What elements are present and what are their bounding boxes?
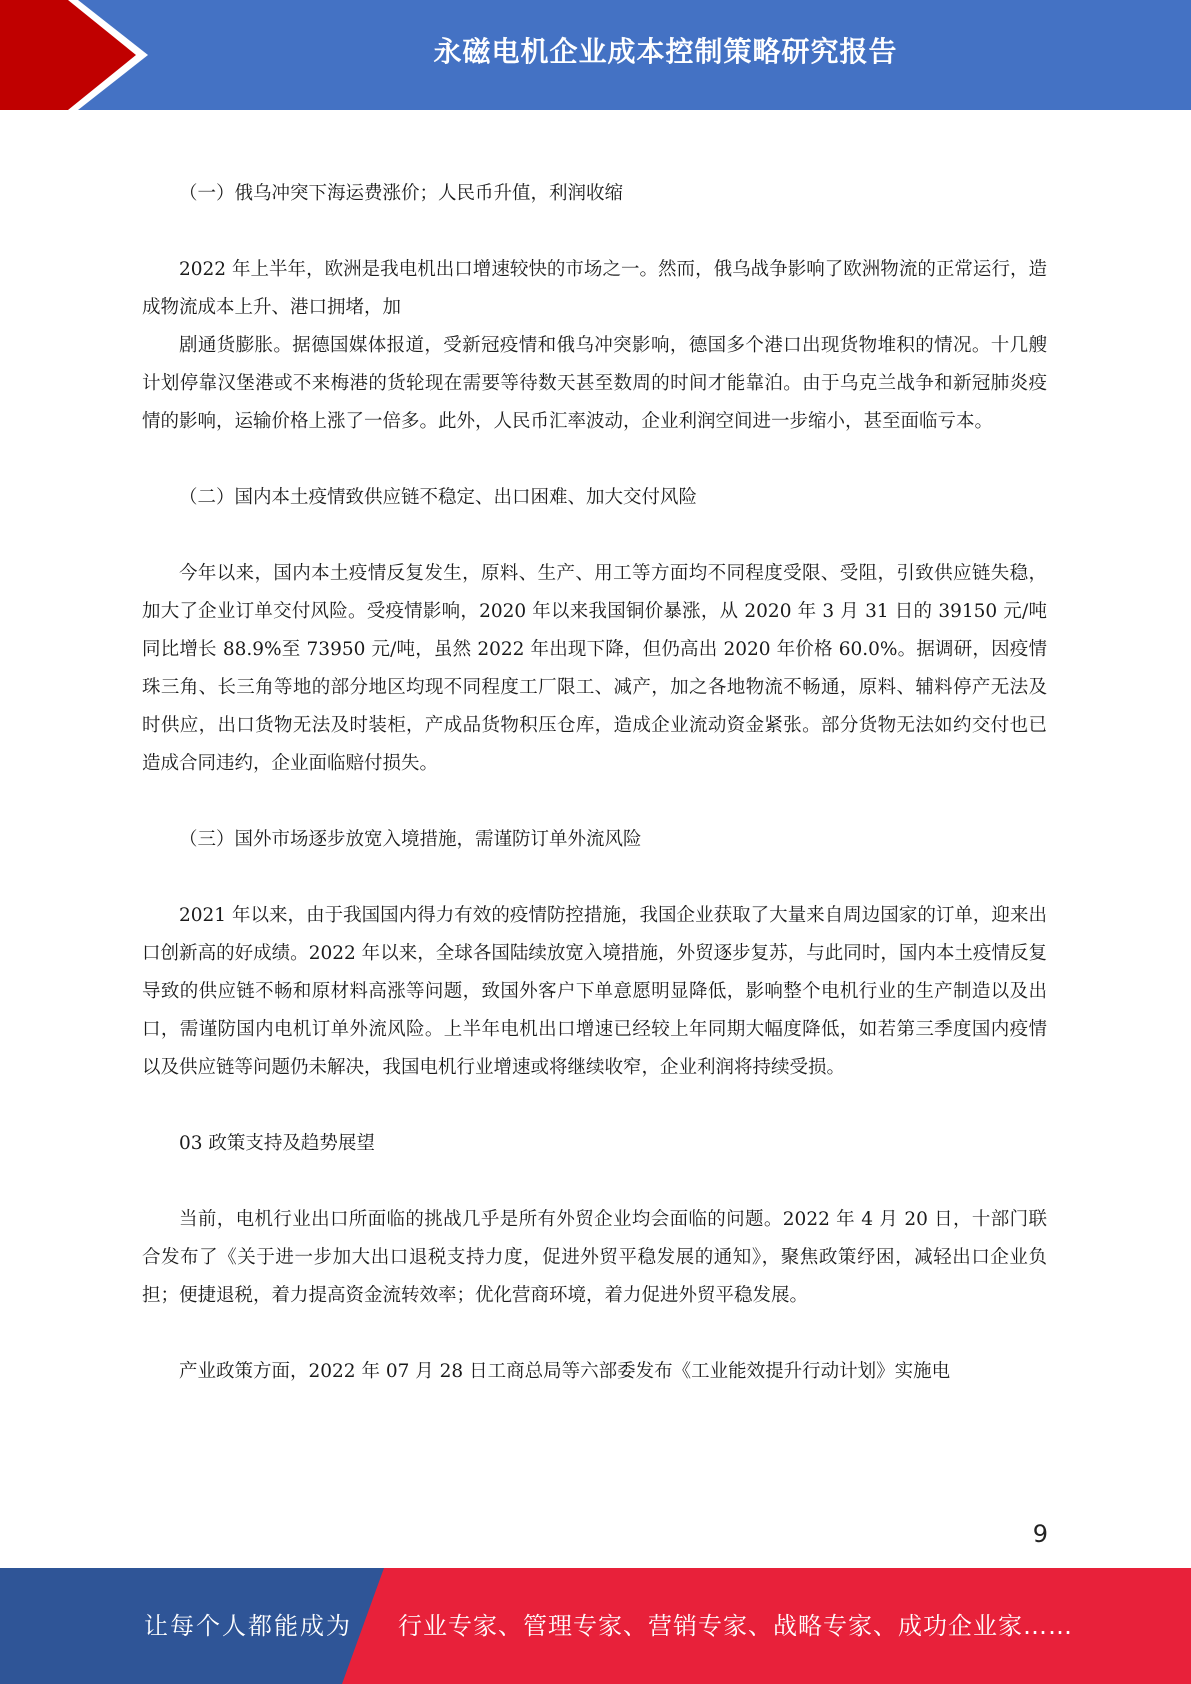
paragraph: 产业政策方面，2022 年 07 月 28 日工商总局等六部委发布《工业能效提升行动计划》实施电 <box>179 1361 951 1382</box>
page-number: 9 <box>1032 1520 1048 1548</box>
footer-band <box>0 1568 1191 1684</box>
paragraph: 剧通货膨胀。据德国媒体报道，受新冠疫情和俄乌冲突影响，德国多个港口出现货物堆积的情况。十几艘计划停靠汉堡港或不来梅港的货轮现在需要等待数天甚至数周的时间才能靠泊。由于乌克兰战争和新冠肺炎疫情的影响，运输价格上涨了一倍多。此外，人民币汇率波动，企业利润空间进一步缩小，甚至面临亏本。 <box>142 335 1047 432</box>
footer-slogan-right: 行业专家、管理专家、营销专家、战略专家、成功企业家…… <box>398 1612 1073 1640</box>
header-band <box>0 0 1191 110</box>
document-title: 永磁电机企业成本控制策略研究报告 <box>433 35 898 68</box>
header-arrow-icon <box>0 0 160 110</box>
footer-slogan-left: 让每个人都能成为 <box>144 1612 352 1640</box>
paragraph: 当前，电机行业出口所面临的挑战几乎是所有外贸企业均会面临的问题。2022 年 4 月 20 日，十部门联合发布了《关于进一步加大出口退税支持力度，促进外贸平稳发展的通知》，聚焦政策纾困，减轻出口企业负担；便捷退税，着力提高资金流转效率；优化营商环境，着力促进外贸平稳发展。 <box>142 1209 1047 1306</box>
paragraph: 2021 年以来，由于我国国内得力有效的疫情防控措施，我国企业获取了大量来自周边国家的订单，迎来出口创新高的好成绩。2022 年以来，全球各国陆续放宽入境措施，外贸逐步复苏，与此同时，国内本土疫情反复导致的供应链不畅和原材料高涨等问题，致国外客户下单意愿明显降低，影响整个电机行业的生产制造以及出口，需谨防国内电机订单外流风险。上半年电机出口增速已经较上年同期大幅度降低，如若第三季度国内疫情以及供应链等问题仍未解决，我国电机行业增速或将继续收窄，企业利润将持续受损。 <box>142 905 1047 1078</box>
section-heading: （一）俄乌冲突下海运费涨价；人民币升值，利润收缩 <box>179 183 624 204</box>
document-body <box>142 175 1047 1391</box>
paragraph: 今年以来，国内本土疫情反复发生，原料、生产、用工等方面均不同程度受限、受阻，引致供应链失稳，加大了企业订单交付风险。受疫情影响，2020 年以来我国铜价暴涨，从 2020 年 3 月 31 日的 39150 元/吨同比增长 88.9%至 73950 元/吨，虽然 2022 年出现下降，但仍高出 2020 年价格 60.0%。据调研，因疫情珠三角、长三角等地的部分地区均现不同程度工厂限工、减产，加之各地物流不畅通，原料、辅料停产无法及时供应，出口货物无法及时装柜，产成品货物积压仓库，造成企业流动资金紧张。部分货物无法如约交付也已造成合同违约，企业面临赔付损失。 <box>142 563 1047 774</box>
paragraph: 2022 年上半年，欧洲是我电机出口增速较快的市场之一。然而，俄乌战争影响了欧洲物流的正常运行，造成物流成本上升、港口拥堵，加 <box>142 259 1047 318</box>
section-heading: （三）国外市场逐步放宽入境措施，需谨防订单外流风险 <box>179 829 642 850</box>
section-heading: 03 政策支持及趋势展望 <box>179 1133 375 1154</box>
section-heading: （二）国内本土疫情致供应链不稳定、出口困难、加大交付风险 <box>179 487 698 508</box>
